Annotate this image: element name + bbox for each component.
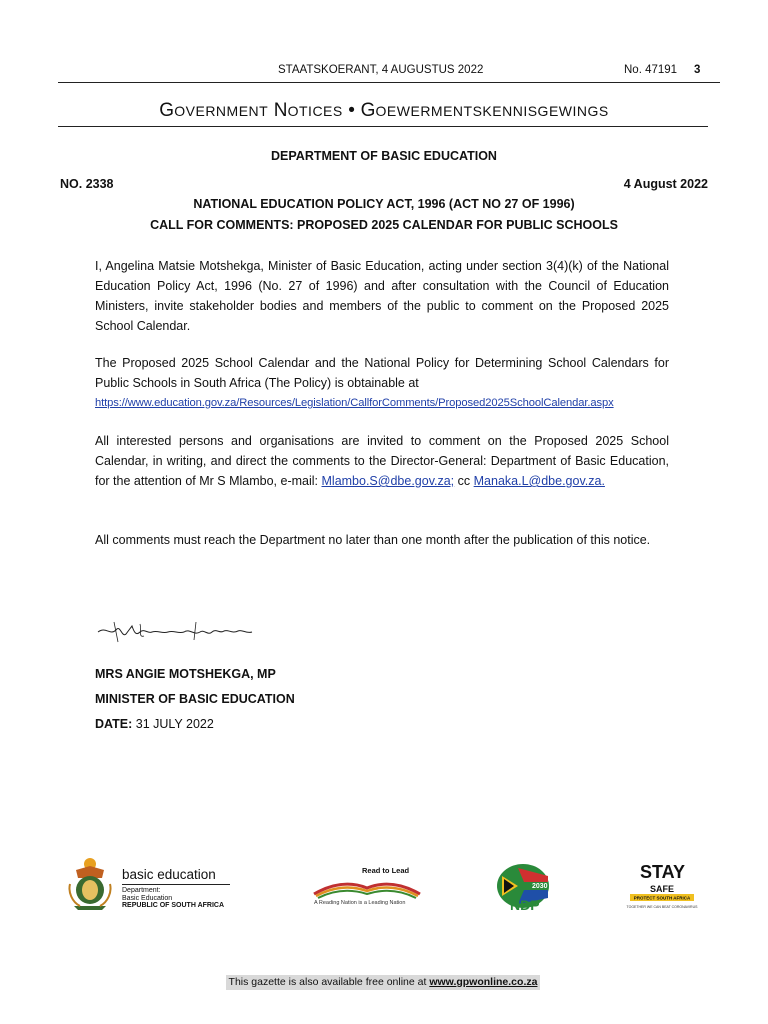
book-pages-icon <box>312 874 422 900</box>
ndp-2030-logo <box>494 862 552 912</box>
signatory-title: MINISTER OF BASIC EDUCATION <box>95 692 295 706</box>
gazette-number: No. 47191 <box>624 64 678 76</box>
page-number: 3 <box>694 64 701 76</box>
email-link-manaka[interactable]: Manaka.L@dbe.gov.za. <box>473 474 605 488</box>
comments-text: All interested persons and organisations are invited to comment on the Proposed 2025 School Calendar, in writing, and direct the comments to the Director-General: Department of Basic Education, for the attention of Mr S Mlambo, e-mail: <box>95 434 669 488</box>
read-to-lead-title: Read to Lead <box>362 866 410 875</box>
stay-safe-logo <box>624 860 700 914</box>
cc-text: cc <box>457 474 471 488</box>
paragraph-comments <box>95 431 669 491</box>
basic-education-logo <box>66 856 236 914</box>
coat-of-arms-icon <box>66 856 114 912</box>
stay-safe-emblem-icon <box>624 860 700 914</box>
svg-text:TOGETHER WE CAN BEAT CORONAVIR: TOGETHER WE CAN BEAT CORONAVIRUS <box>626 905 698 909</box>
signature-date: DATE: 31 JULY 2022 <box>95 717 214 731</box>
email-link-mlambo[interactable]: Mlambo.S@dbe.gov.za; <box>321 474 455 488</box>
handwritten-signature <box>96 612 256 648</box>
ndp-emblem-icon <box>494 862 552 912</box>
read-to-lead-tagline: A Reading Nation is a Leading Nation <box>314 900 406 906</box>
paragraph-invitation: I, Angelina Matsie Motshekga, Minister of Basic Education, acting under section 3(4)(k) of the National Education Policy Act, 1996 (No. 27 of 1996) and after consultation with the Council of Education Ministers, invite stakeholder bodies and members of the public to comment on the Proposed 2025 School Calendar. <box>95 259 669 333</box>
paragraph-availability <box>95 353 669 413</box>
section-title: GOVERNMENT NOTICES • GOEWERMENTSKENNISGEWINGS <box>159 100 609 121</box>
svg-text:PROTECT SOUTH AFRICA: PROTECT SOUTH AFRICA <box>633 895 691 901</box>
gazette-name: STAATSKOERANT, 4 AUGUSTUS 2022 <box>278 64 484 76</box>
notice-number: NO. 2338 <box>60 177 114 191</box>
basic-education-subtitle: Department: Basic Education REPUBLIC OF SOUTH AFRICA <box>122 887 225 909</box>
footer-site-link[interactable]: www.gpwonline.co.za <box>429 976 538 988</box>
title-rule <box>58 126 708 127</box>
svg-text:NDP: NDP <box>510 897 540 912</box>
paragraph-deadline: All comments must reach the Department no later than one month after the publication of this notice. <box>95 533 651 547</box>
call-heading: CALL FOR COMMENTS: PROPOSED 2025 CALENDAR FOR PUBLIC SCHOOLS <box>150 218 618 232</box>
gazette-footer <box>226 975 540 990</box>
availability-text: The Proposed 2025 School Calendar and the National Policy for Determining School Calendars for Public Schools in South Africa (The Policy) is obtainable at <box>95 356 669 390</box>
notice-date: 4 August 2022 <box>623 177 708 191</box>
read-to-lead-logo <box>312 866 422 910</box>
act-heading: NATIONAL EDUCATION POLICY ACT, 1996 (ACT NO 27 OF 1996) <box>193 197 575 211</box>
svg-text:SAFE: SAFE <box>650 884 675 894</box>
footer-text: This gazette is also available free online at <box>228 976 427 988</box>
signatory-name: MRS ANGIE MOTSHEKGA, MP <box>95 667 276 681</box>
calendar-url-link[interactable]: https://www.education.gov.za/Resources/Legislation/CallforComments/Proposed2025SchoolCalendar.aspx <box>95 397 614 409</box>
basic-education-title: basic education <box>122 867 216 882</box>
logo-divider <box>122 884 230 885</box>
department-heading: DEPARTMENT OF BASIC EDUCATION <box>271 149 497 163</box>
svg-text:2030: 2030 <box>532 883 548 890</box>
svg-text:STAY: STAY <box>640 862 686 882</box>
header-rule <box>58 82 720 83</box>
